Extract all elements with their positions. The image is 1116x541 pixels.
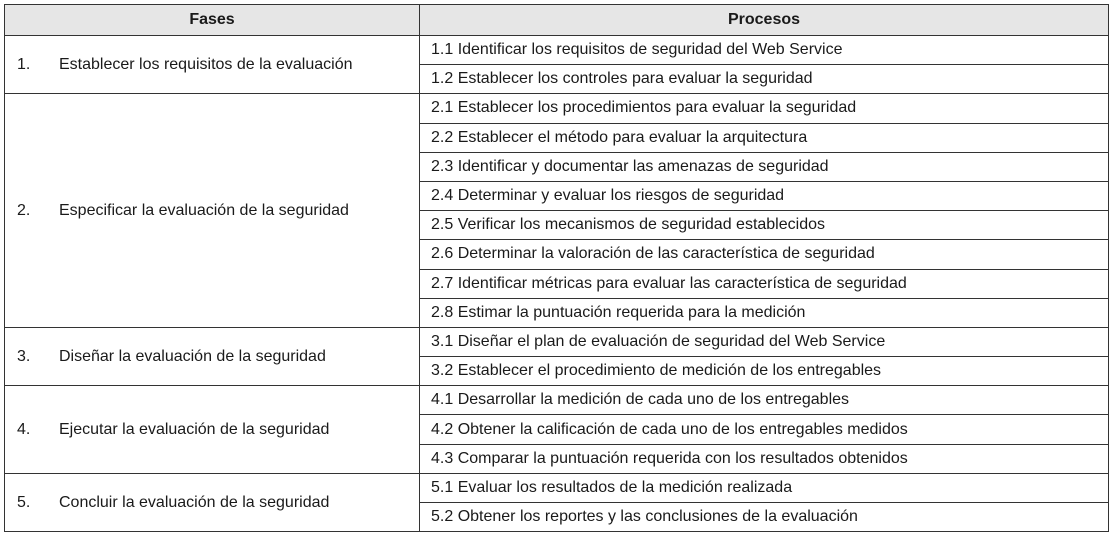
table-row (5, 327, 1109, 356)
fase-cell (5, 473, 420, 531)
proceso-cell: 2.3 Identificar y documentar las amenazas de seguridad (420, 152, 1109, 181)
proceso-cell: 2.2 Establecer el método para evaluar la arquitectura (420, 123, 1109, 152)
header-fases: Fases (5, 5, 420, 36)
proceso-cell: 2.4 Determinar y evaluar los riesgos de seguridad (420, 181, 1109, 210)
proceso-cell: 1.2 Establecer los controles para evaluar la seguridad (420, 65, 1109, 94)
table-row (5, 473, 1109, 502)
fase-number: 2. (17, 201, 31, 219)
table-row (5, 386, 1109, 415)
proceso-cell: 2.7 Identificar métricas para evaluar las característica de seguridad (420, 269, 1109, 298)
proceso-cell: 4.2 Obtener la calificación de cada uno de los entregables medidos (420, 415, 1109, 444)
fase-cell (5, 36, 420, 94)
fase-label: Ejecutar la evaluación de la seguridad (59, 420, 330, 438)
fase-label: Establecer los requisitos de la evaluación (59, 55, 353, 73)
proceso-cell: 4.3 Comparar la puntuación requerida con los resultados obtenidos (420, 444, 1109, 473)
fases-procesos-table (4, 4, 1109, 532)
proceso-cell: 5.2 Obtener los reportes y las conclusiones de la evaluación (420, 503, 1109, 532)
header-row (5, 5, 1109, 36)
fase-number: 3. (17, 347, 31, 365)
header-procesos: Procesos (420, 5, 1109, 36)
fase-cell (5, 386, 420, 474)
proceso-cell: 2.5 Verificar los mecanismos de seguridad establecidos (420, 211, 1109, 240)
fase-number: 5. (17, 493, 31, 511)
fase-number: 1. (17, 55, 31, 73)
proceso-cell: 4.1 Desarrollar la medición de cada uno de los entregables (420, 386, 1109, 415)
fase-cell (5, 94, 420, 328)
proceso-cell: 2.1 Establecer los procedimientos para evaluar la seguridad (420, 94, 1109, 123)
fase-label: Diseñar la evaluación de la seguridad (59, 347, 326, 365)
table-row (5, 94, 1109, 123)
table-row (5, 36, 1109, 65)
proceso-cell: 2.6 Determinar la valoración de las característica de seguridad (420, 240, 1109, 269)
proceso-cell: 3.2 Establecer el procedimiento de medición de los entregables (420, 357, 1109, 386)
fase-cell (5, 327, 420, 385)
proceso-cell: 2.8 Estimar la puntuación requerida para la medición (420, 298, 1109, 327)
fase-label: Especificar la evaluación de la seguridad (59, 201, 349, 219)
proceso-cell: 3.1 Diseñar el plan de evaluación de seguridad del Web Service (420, 327, 1109, 356)
fase-label: Concluir la evaluación de la seguridad (59, 493, 330, 511)
fase-number: 4. (17, 420, 31, 438)
proceso-cell: 5.1 Evaluar los resultados de la medición realizada (420, 473, 1109, 502)
proceso-cell: 1.1 Identificar los requisitos de seguridad del Web Service (420, 36, 1109, 65)
